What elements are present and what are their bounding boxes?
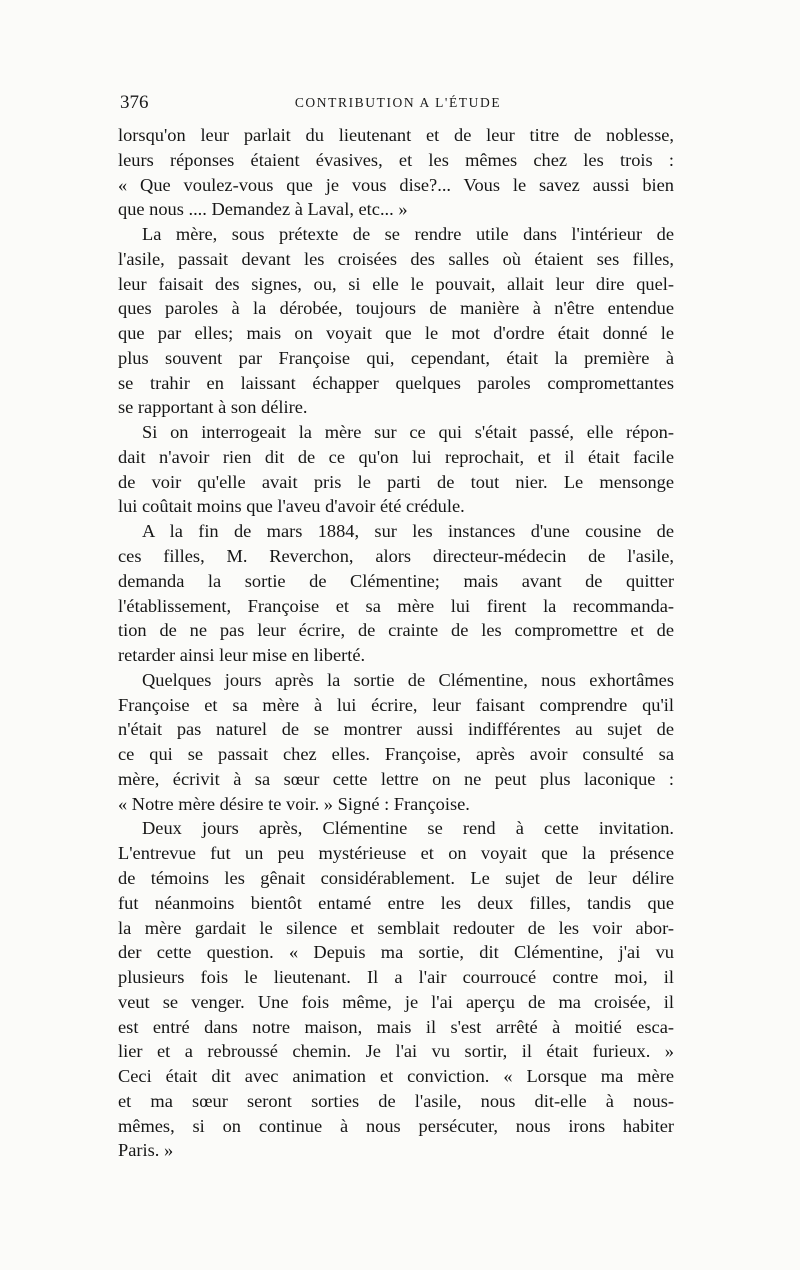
text-line: fut néanmoins bientôt entamé entre les deux filles, tandis que [118, 892, 674, 913]
text-line: A la fin de mars 1884, sur les instances d'une cousine de [142, 521, 674, 542]
text-line: leurs réponses étaient évasives, et les mêmes chez les trois : [118, 149, 674, 170]
text-line: que par elles; mais on voyait que le mot d'ordre était donné le [118, 323, 674, 344]
text-line: est entré dans notre maison, mais il s'est arrêté à moitié esca- [118, 1016, 674, 1037]
text-line: se rapportant à son délire. [118, 397, 308, 418]
body-text [118, 123, 674, 1163]
text-line: Si on interrogeait la mère sur ce qui s'était passé, elle répon- [142, 422, 674, 443]
text-line: plusieurs fois le lieutenant. Il a l'air courroucé contre moi, il [118, 967, 674, 988]
text-line: se trahir en laissant échapper quelques paroles compromettantes [118, 372, 674, 393]
running-title: CONTRIBUTION A L'ÉTUDE [294, 95, 502, 110]
text-line: de voir qu'elle avait pris le parti de tout nier. Le mensonge [118, 471, 674, 492]
text-line: de témoins les gênait considérablement. Le sujet de leur délire [118, 867, 674, 888]
text-line: L'entrevue fut un peu mystérieuse et on voyait que la présence [118, 843, 674, 864]
text-line: Deux jours après, Clémentine se rend à cette invitation. [142, 818, 674, 839]
text-line: demanda la sortie de Clémentine; mais avant de quitter [118, 570, 674, 591]
text-line: lier et a rebroussé chemin. Je l'ai vu sortir, il était furieux. » [118, 1041, 674, 1062]
text-line: l'asile, passait devant les croisées des salles où étaient ses filles, [118, 248, 674, 269]
text-line: ces filles, M. Reverchon, alors directeur-médecin de l'asile, [118, 546, 674, 567]
text-line: Françoise et sa mère à lui écrire, leur faisant comprendre qu'il [118, 694, 674, 715]
text-line: der cette question. « Depuis ma sortie, dit Clémentine, j'ai vu [118, 942, 674, 963]
text-line: Ceci était dit avec animation et conviction. « Lorsque ma mère [118, 1066, 674, 1087]
text-line: ce qui se passait chez elles. Françoise, après avoir consulté sa [118, 744, 674, 765]
text-line: leur faisait des signes, ou, si elle le pouvait, allait leur dire quel- [118, 273, 674, 294]
text-line: que nous .... Demandez à Laval, etc... » [118, 199, 408, 220]
text-line: ques paroles à la dérobée, toujours de manière à n'être entendue [118, 298, 674, 319]
text-line: plus souvent par Françoise qui, cependant, était la première à [118, 347, 674, 368]
text-line: retarder ainsi leur mise en liberté. [118, 645, 366, 666]
text-line: lorsqu'on leur parlait du lieutenant et de leur titre de noblesse, [118, 125, 674, 145]
page-header [120, 92, 676, 116]
text-line: La mère, sous prétexte de se rendre utile dans l'intérieur de [142, 224, 674, 245]
text-line: dait n'avoir rien dit de ce qu'on lui reprochait, et il était facile [118, 446, 674, 467]
page-number: 376 [120, 92, 149, 113]
text-line: « Que voulez-vous que je vous dise?... Vous le savez aussi bien [118, 174, 674, 195]
text-line: Quelques jours après la sortie de Clémentine, nous exhortâmes [142, 669, 674, 690]
text-line: veut se venger. Une fois même, je l'ai aperçu de ma croisée, il [118, 991, 674, 1012]
text-line: n'était pas naturel de se montrer aussi indifférentes au sujet de [118, 719, 674, 740]
text-line: lui coûtait moins que l'aveu d'avoir été crédule. [118, 496, 465, 517]
text-line: mère, écrivit à sa sœur cette lettre on ne peut plus laconique : [118, 768, 674, 789]
text-line: l'établissement, Françoise et sa mère lui firent la recommanda- [118, 595, 674, 616]
text-line: et ma sœur seront sorties de l'asile, nous dit-elle à nous- [118, 1090, 674, 1111]
text-line: la mère gardait le silence et semblait redouter de les voir abor- [118, 917, 674, 938]
text-line: « Notre mère désire te voir. » Signé : Françoise. [118, 793, 470, 814]
text-line: mêmes, si on continue à nous persécuter, nous irons habiter [118, 1115, 674, 1136]
text-line: tion de ne pas leur écrire, de crainte de les compromettre et de [118, 620, 674, 641]
text-line: Paris. » [118, 1140, 174, 1161]
